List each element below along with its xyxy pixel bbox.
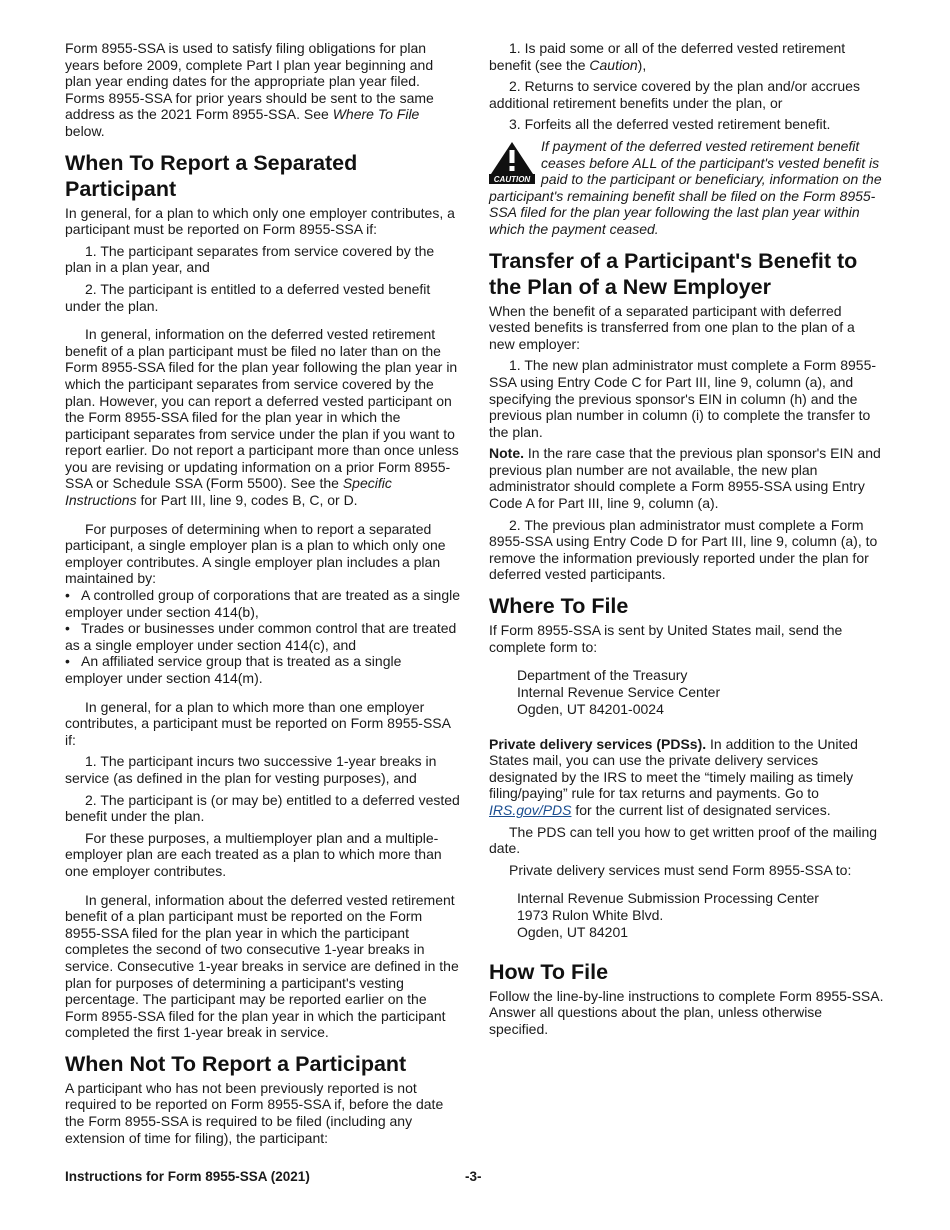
heading-how-to-file: How To File — [489, 959, 609, 984]
address-line: Ogden, UT 84201-0024 — [517, 700, 664, 717]
caution-icon — [489, 140, 535, 184]
paragraph: When the benefit of a separated participant with deferred vested benefits is transferred from one plan to the plan of a new employer: — [489, 302, 855, 352]
paragraph: Follow the line-by-line instructions to complete Form 8955-SSA. Answer all questions about the plan, unless otherwise specified. — [489, 987, 884, 1037]
paragraph: In general, for a plan to which more than one employer contributes, a participant must be reported on Form 8955-SSA if: — [65, 698, 451, 748]
note-paragraph: Note. In the rare case that the previous plan sponsor's EIN and previous plan number are not available, the new plan administrator should complete a Form 8955-SSA using Entry Code A for Part III, line 9, column (a). — [489, 445, 881, 512]
heading-when-not-to-report: When Not To Report a Participant — [65, 1051, 407, 1076]
paragraph: The PDS can tell you how to get written proof of the mailing date. — [489, 823, 878, 857]
paragraph: For these purposes, a multiemployer plan and a multiple-employer plan are each treated as a plan to which more than one employer contributes. — [65, 829, 442, 879]
svg-text:CAUTION: CAUTION — [493, 174, 531, 184]
paragraph: In general, for a plan to which only one employer contributes, a participant must be reported on Form 8955-SSA if: — [65, 204, 455, 238]
page-number: -3- — [465, 1169, 482, 1184]
address-line: Ogden, UT 84201 — [517, 923, 629, 940]
list-item: 2. The participant is entitled to a deferred vested benefit under the plan. — [65, 280, 431, 314]
caution-text: If payment of the deferred vested retirement benefit ceases before ALL of the participant's vested benefit is paid to the participant or beneficiary, information on the participant's remaining benefit shall be filed on the Form 8955-SSA filed for the plan year following the last plan year within which the payment ceased. — [489, 137, 882, 237]
irs-pds-link[interactable]: IRS.gov/PDS — [489, 801, 572, 818]
list-item: 1. The new plan administrator must complete a Form 8955-SSA using Entry Code C for Part III, line 9, column (a), and specifying the previous sponsor's EIN in column (h) and the previous plan number in column (i) to complete the transfer to the plan. — [489, 357, 877, 440]
heading-transfer: Transfer of a Participant's Benefit to the Plan of a New Employer — [489, 248, 858, 299]
pds-paragraph: Private delivery services (PDSs). In addition to the United States mail, you can use the private delivery services designated by the IRS to meet the “timely mailing as timely filing/paying” rule for tax returns and payments. Go to IRS.gov/PDS for the current list of designated services. — [489, 735, 858, 818]
bullet-item: • A controlled group of corporations that are treated as a single employer under section 414(b), — [65, 587, 461, 620]
bullet-item: • An affiliated service group that is treated as a single employer under section 414(m). — [65, 653, 402, 686]
pds-address — [517, 890, 884, 940]
bullet-item: • Trades or businesses under common control that are treated as a single employer under section 414(c), and — [65, 620, 457, 653]
intro-paragraph: Form 8955-SSA is used to satisfy filing obligations for plan years before 2009, complete Part I plan year beginning and plan year ending dates for the appropriate plan year filed. Forms 8955-SSA for prior years should be sent to the same address as the 2021 Form 8955-SSA. See Where To File below. — [65, 40, 434, 139]
heading-when-to-report: When To Report a Separated Participant — [65, 150, 358, 201]
caution-note — [489, 138, 884, 238]
list-item: 1. The participant separates from service covered by the plan in a plan year, and — [65, 242, 435, 276]
address-line: Internal Revenue Submission Processing Center — [517, 890, 819, 907]
paragraph: A participant who has not been previously reported is not required to be reported on Form 8955-SSA if, before the date the Form 8955-SSA is required to be filed (including any extension of time for filing), the participant: — [65, 1079, 444, 1146]
list-item: 3. Forfeits all the deferred vested retirement benefit. — [509, 116, 831, 133]
heading-where-to-file: Where To File — [489, 594, 629, 619]
paragraph: For purposes of determining when to report a separated participant, a single employer plan is a plan to which only one employer contributes. A single employer plan includes a plan maintained by: — [65, 520, 446, 587]
paragraph: In general, information on the deferred vested retirement benefit of a plan participant must be filed no later than on the Form 8955-SSA filed for the plan year following the plan year in which the participant separates from service covered by the plan. However, you can report a deferred vested participant on the Form 8955-SSA filed for the plan year in which the participant separates from service under the plan if you want to report earlier. Do not report a participant more than once unless you are revising or updating information on a prior Form 8955-SSA or Schedule SSA (Form 5500). See the Specific Instructions for Part III, line 9, codes B, C, or D. — [65, 326, 459, 509]
address-line: Internal Revenue Service Center — [517, 684, 721, 701]
mailing-address — [517, 667, 884, 717]
footer-title: Instructions for Form 8955-SSA (2021) — [65, 1169, 310, 1184]
paragraph: If Form 8955-SSA is sent by United States mail, send the complete form to: — [489, 622, 843, 655]
right-column — [489, 40, 884, 1043]
list-item: 2. The previous plan administrator must complete a Form 8955-SSA using Entry Code D for Part III, line 9, column (a), to remove the information previously reported under the plan for deferred vested participants. — [489, 516, 878, 583]
paragraph: In general, information about the deferred vested retirement benefit of a plan participant must be reported on the Form 8955-SSA filed for the plan year in which the participant completes the second of two consecutive 1-year breaks in service. Consecutive 1-year breaks in service are defined in the plan for purposes of determining a participant's vesting percentage. The participant may be reported earlier on the Form 8955-SSA filed for the plan year in which the participant completed the first 1-year break in service. — [65, 891, 459, 1041]
list-item: 2. The participant is (or may be) entitled to a deferred vested benefit under the plan. — [65, 791, 460, 825]
where-to-file-ref: Where To File — [332, 106, 420, 123]
left-column — [65, 40, 460, 1151]
list-item: 1. The participant incurs two successive 1-year breaks in service (as defined in the plan for vesting purposes), and — [65, 753, 437, 786]
address-line: Department of the Treasury — [517, 667, 688, 684]
address-line: 1973 Rulon White Blvd. — [517, 907, 664, 924]
paragraph: Private delivery services must send Form 8955-SSA to: — [509, 861, 852, 878]
list-item: 1. Is paid some or all of the deferred vested retirement benefit (see the Caution), — [489, 40, 846, 73]
list-item: 2. Returns to service covered by the plan and/or accrues additional retirement benefits under the plan, or — [489, 78, 860, 111]
